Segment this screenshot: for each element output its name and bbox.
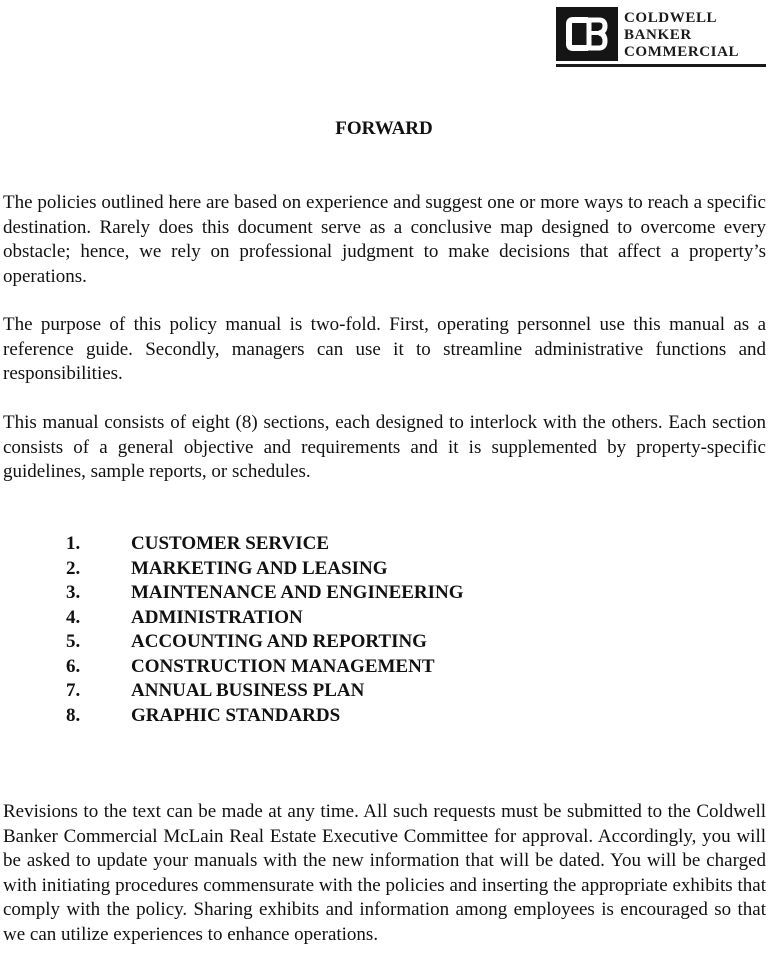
section-number: 2.: [66, 557, 81, 579]
section-number: 5.: [66, 631, 81, 652]
purpose-paragraph: The purpose of this policy manual is two-fold. First, operating personnel use this manual as a reference guide. Secondly, managers can use it to streamline administrative functions and responsibilities.: [3, 314, 766, 384]
section-number: 3.: [66, 582, 81, 603]
section-label: CUSTOMER SERVICE: [131, 533, 329, 554]
section-number: 6.: [66, 655, 81, 677]
logo-line-3: COMMERCIAL: [624, 44, 740, 60]
intro-paragraph: The policies outlined here are based on experience and suggest one or more ways to reach a specific destination. Rarely does this document serve as a conclusive map designed to overcome every obstacle; hence, we rely on professional judgment to make decisions that affect a property’s operations.: [3, 192, 766, 287]
cb-monogram-icon: [565, 16, 609, 52]
section-label: MARKETING AND LEASING: [131, 557, 388, 579]
section-label: ADMINISTRATION: [131, 606, 303, 628]
section-label: MAINTENANCE AND ENGINEERING: [131, 582, 464, 603]
company-logo: [556, 7, 766, 67]
section-label: ANNUAL BUSINESS PLAN: [131, 680, 365, 701]
section-number: 7.: [66, 680, 81, 701]
section-number: 8.: [66, 704, 81, 726]
structure-paragraph: This manual consists of eight (8) sections, each designed to interlock with the others. Each section consists of a general objective and requirements and it is supplemented by property-specific guidelines, sample reports, or schedules.: [3, 412, 766, 482]
page-title: FORWARD: [335, 118, 433, 139]
section-label: GRAPHIC STANDARDS: [131, 704, 341, 726]
revisions-paragraph: Revisions to the text can be made at any time. All such requests must be submitted to the Coldwell Banker Commercial McLain Real Estate Executive Committee for approval. Accordingly, you will be asked to update your manuals with the new information that will be dated. You will be charged with initiating procedures commensurate with the policies and inserting the appropriate exhibits that comply with the policy. Sharing exhibits and information among employees is encouraged so that we can utilize experiences to enhance operations.: [3, 801, 766, 945]
logo-line-2: BANKER: [624, 27, 692, 43]
logo-line-1: COLDWELL: [624, 10, 718, 26]
logo-mark-box: [556, 7, 618, 61]
section-label: ACCOUNTING AND REPORTING: [131, 631, 427, 652]
section-number: 4.: [66, 606, 81, 628]
section-number: 1.: [66, 533, 81, 554]
logo-wordmark: [624, 10, 739, 61]
section-label: CONSTRUCTION MANAGEMENT: [131, 655, 435, 677]
